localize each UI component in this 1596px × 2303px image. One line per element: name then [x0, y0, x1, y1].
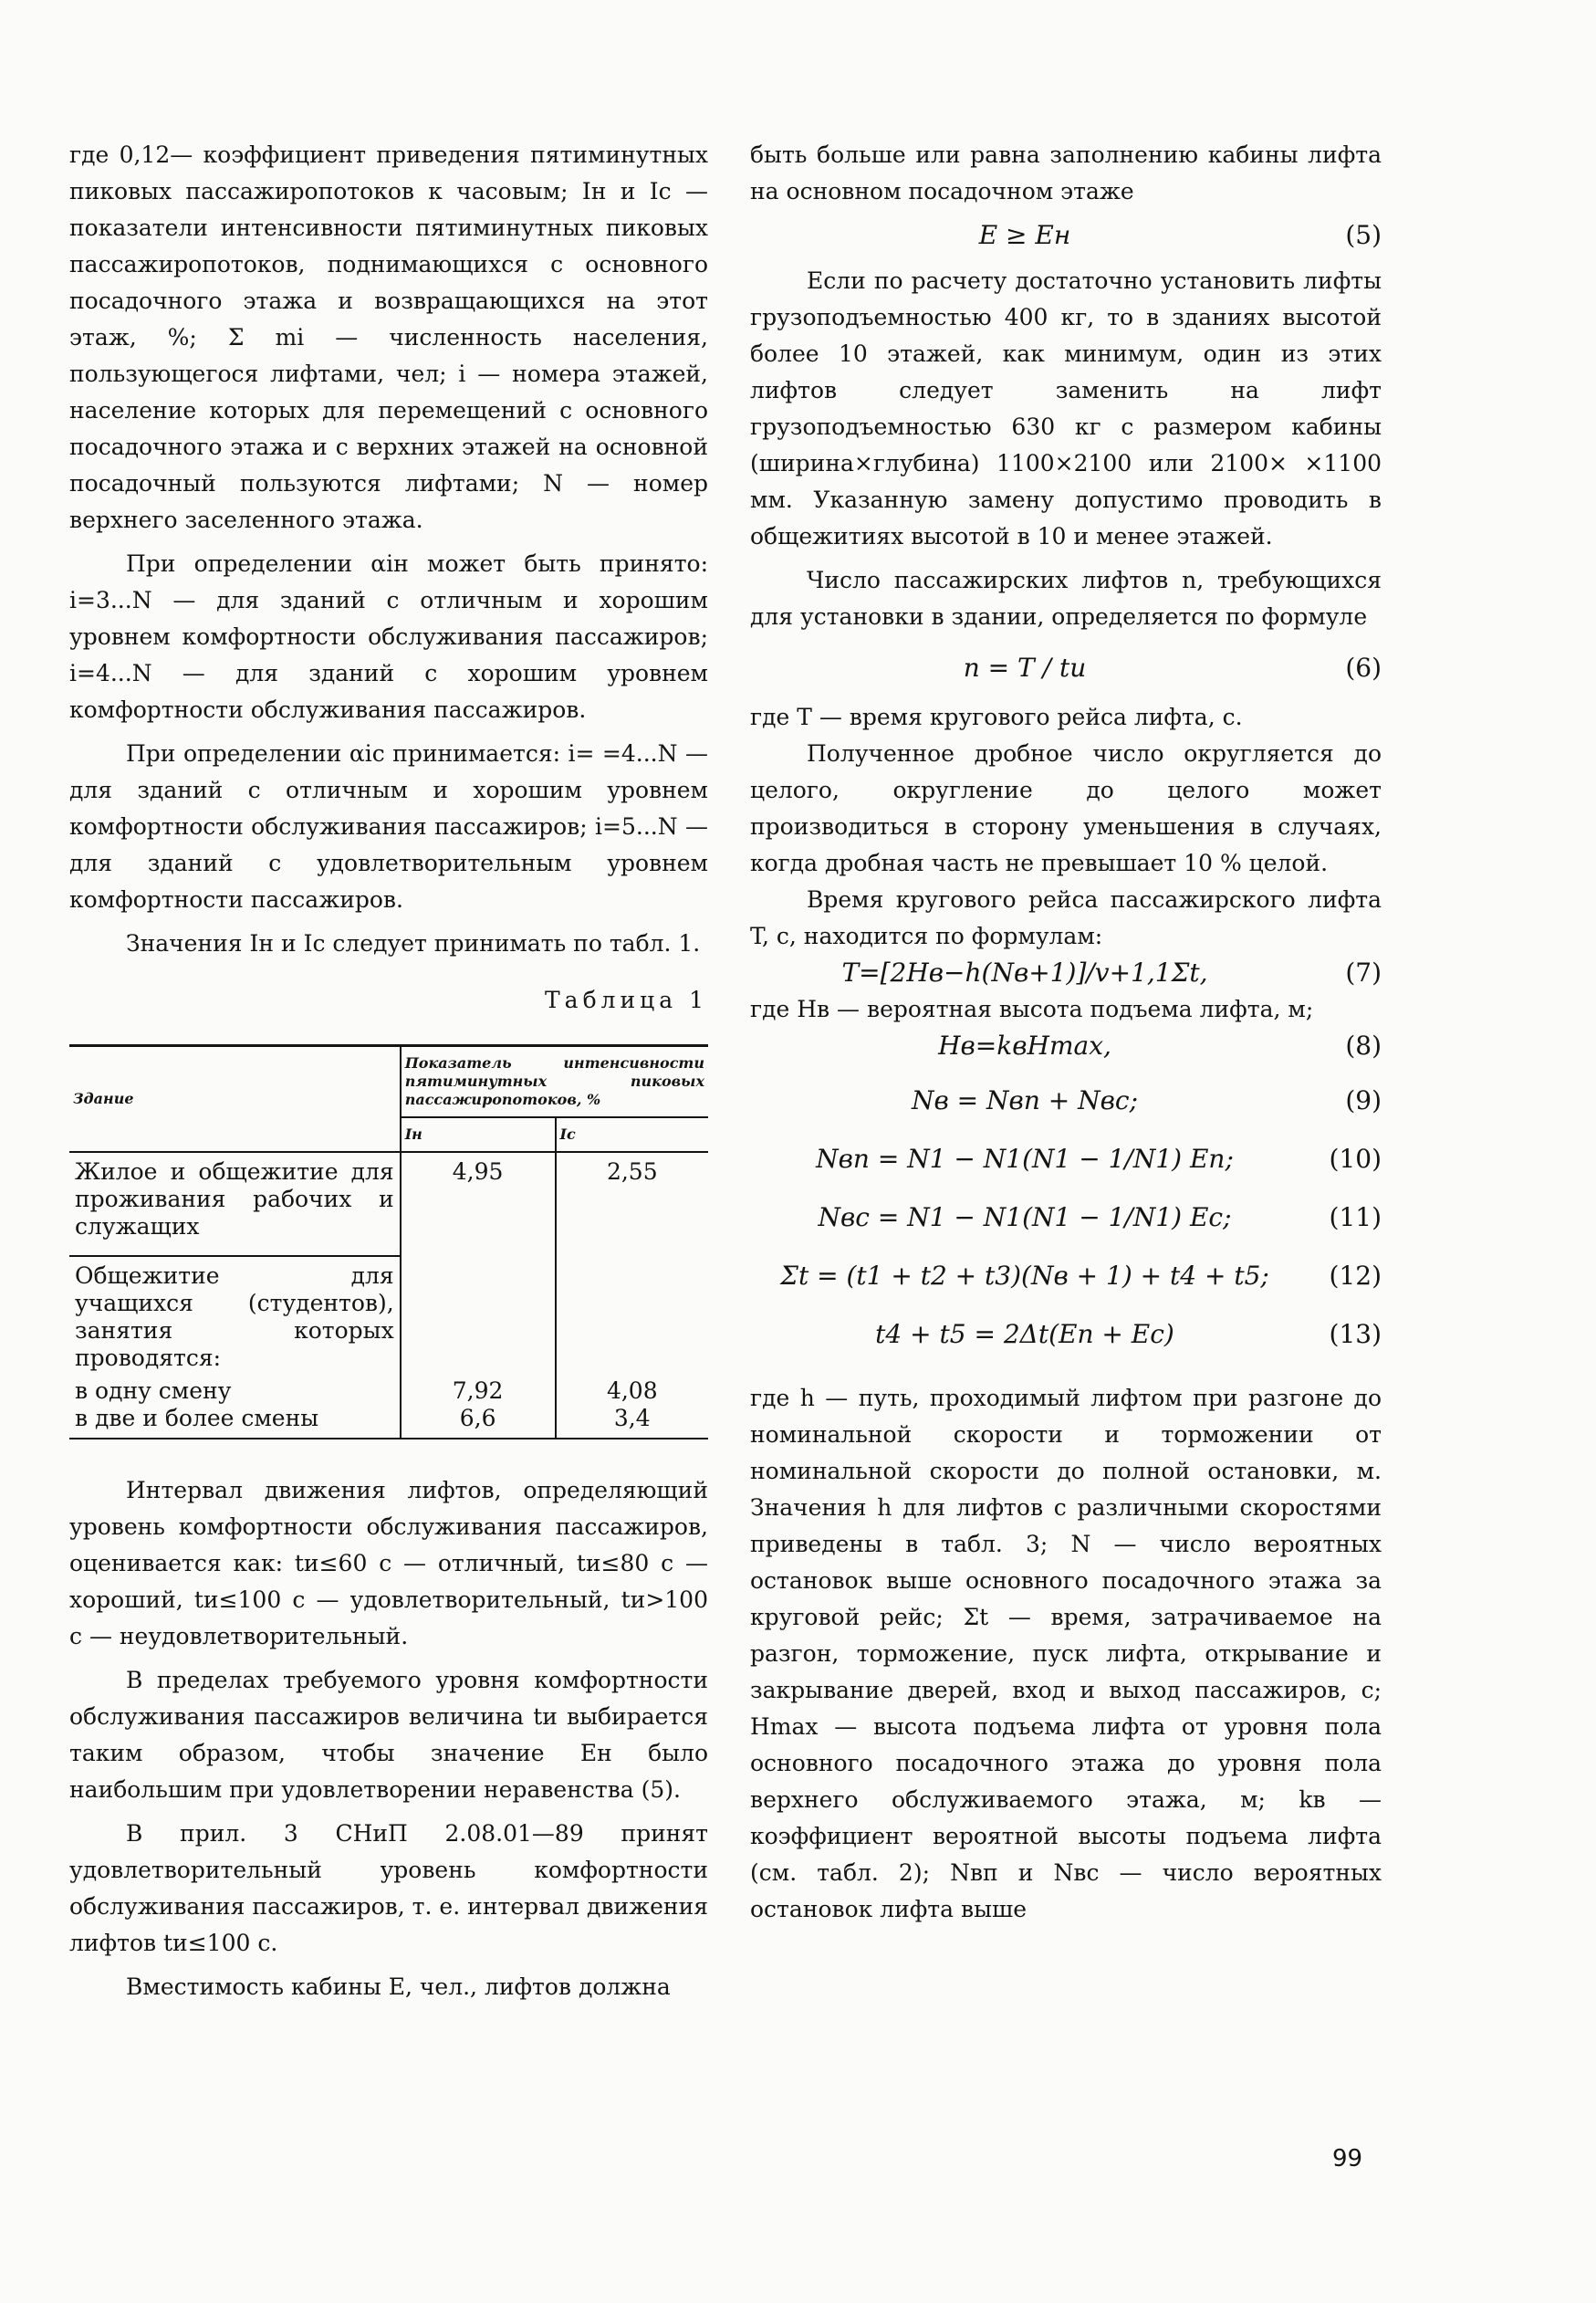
- paragraph-round-trip: Время кругового рейса пассажирского лифта T, с, находится по формулам:: [750, 886, 1382, 949]
- right-column: [750, 137, 1382, 1928]
- table-header-building: Здание: [69, 1046, 401, 1153]
- paragraph-table-ref: Значения Iн и Iс следует принимать по табл. 1.: [126, 930, 701, 957]
- formula-8: Hв=kвHmax, (8): [938, 1031, 1382, 1061]
- paragraph-lift-capacity: Если по расчету достаточно установить лифты грузоподъемностью 400 кг, то в зданиях высотой более 10 этажей, как минимум, один из этих лифтов следует заменить на лифт грузоподъемностью 630 кг с размером кабины (ширина×глубина) 1100×2100 или 2100× ×1100 мм. Указанную замену допустимо проводить в общежитиях высотой в 10 и менее этажей.: [750, 267, 1382, 550]
- formula-13: t4 + t5 = 2Δt(Eп + Eс) (13): [875, 1319, 1382, 1349]
- formula-12: Σt = (t1 + t2 + t3)(Nв + 1) + t4 + t5; (12): [780, 1261, 1382, 1291]
- paragraph-t-def: где T — время кругового рейса лифта, с.: [750, 704, 1243, 730]
- paragraph-hv-def: где Hв — вероятная высота подъема лифта, м;: [750, 996, 1314, 1022]
- paragraph-variable-defs: где h — путь, проходимый лифтом при разгоне до номинальной скорости и торможении от номинальной скорости до полной остановки, м. Значения h для лифтов с различными скоростями приведены в табл. 3; N — число вероятных остановок выше основного посадочного этажа за круговой рейс; Σt — время, затрачиваемое на разгон, торможение, пуск лифта, открывание и закрывание дверей, вход и выход пассажиров, с; Hmax — высота подъема лифта от уровня пола основного посадочного этажа до уровня пола верхнего обслуживаемого этажа, м; kв — коэффициент вероятной высоты подъема лифта (см. табл. 2); Nвп и Nвс — число вероятных остановок лифта выше: [750, 1385, 1382, 1922]
- left-column: [69, 137, 708, 2005]
- paragraph-ain: При определении αiн может быть принято: i=3...N — для зданий с отличным и хорошим уровнем комфортности обслуживания пассажиров; i=4...N — для зданий с хорошим уровнем комфортности обслуживания пассажиров.: [69, 550, 708, 723]
- table-header-indicator: Показатель интенсивности пятиминутных пиковых пассажиропотоков, %: [401, 1046, 708, 1118]
- table-1: [69, 1044, 708, 1439]
- paragraph-interval: Интервал движения лифтов, определяющий уровень комфортности обслуживания пассажиров, оценивается как: tи≤60 с — отличный, tи≤80 с — хороший, tи≤100 с — удовлетворительный, tи>100 с — неудовлетворительный.: [69, 1477, 708, 1649]
- paragraph-rounding: Полученное дробное число округляется до целого, округление до целого может производиться в сторону уменьшения в случаях, когда дробная часть не превышает 10 % целой.: [750, 740, 1382, 876]
- table-caption: Таблица 1: [544, 987, 708, 1013]
- paragraph-aic: При определении αic принимается: i= =4...N — для зданий с отличным и хорошим уровнем комфортности обслуживания пассажиров; i=5...N — для зданий с удовлетворительным уровнем комфортности пассажиров.: [69, 740, 708, 913]
- formula-7: T=[2Hв−h(Nв+1)]/v+1,1Σt, (7): [841, 958, 1382, 988]
- formula-9: Nв = Nвп + Nвс; (9): [911, 1085, 1382, 1115]
- paragraph-capacity: Вместимость кабины E, чел., лифтов должна: [126, 1973, 671, 2000]
- table-row: в две и более смены 6,6 3,4: [69, 1405, 708, 1439]
- paragraph-continued: быть больше или равна заполнению кабины лифта на основном посадочном этаже: [750, 141, 1382, 204]
- paragraph-comfort: В пределах требуемого уровня комфортности обслуживания пассажиров величина tи выбирается таким образом, чтобы значение Eн было наибольшим при удовлетворении неравенства (5).: [69, 1667, 708, 1803]
- table-row: Жилое и общежитие для проживания рабочих и служащих 4,95 2,55: [69, 1152, 708, 1256]
- formula-11: Nвс = N1 − N1(N1 − 1/N1) Eс; (11): [818, 1202, 1382, 1232]
- table-row: Общежитие для учащихся (студентов), занятия которых проводятся:: [69, 1256, 708, 1377]
- formula-10: Nвп = N1 − N1(N1 − 1/N1) Eп; (10): [816, 1144, 1382, 1174]
- table-header-in: Iн: [401, 1117, 556, 1152]
- paragraph-lift-count: Число пассажирских лифтов n, требующихся для установки в здании, определяется по формуле: [750, 567, 1382, 630]
- paragraph-snip: В прил. 3 СНиП 2.08.01—89 принят удовлетворительный уровень комфортности обслуживания пассажиров, т. е. интервал движения лифтов tи≤100 с.: [69, 1820, 708, 1956]
- formula-5: E ≥ Eн (5): [978, 220, 1382, 250]
- table-header-ic: Iс: [556, 1117, 708, 1152]
- formula-6: n = T / tи (6): [963, 653, 1382, 683]
- table-row: в одну смену 7,92 4,08: [69, 1377, 708, 1405]
- paragraph-definitions: где 0,12— коэффициент приведения пятиминутных пиковых пассажиропотоков к часовым; Iн и Iс — показатели интенсивности пятиминутных пиковых пассажиропотоков, поднимающихся с основного посадочного этажа и возвращающихся на этот этаж, %; Σ mi — численность населения, пользующегося лифтами, чел; i — номера этажей, население которых для перемещений с основного посадочного этажа и с верхних этажей на основной посадочный пользуются лифтами; N — номер верхнего заселенного этажа.: [69, 141, 708, 533]
- page-number: 99: [1332, 2145, 1363, 2172]
